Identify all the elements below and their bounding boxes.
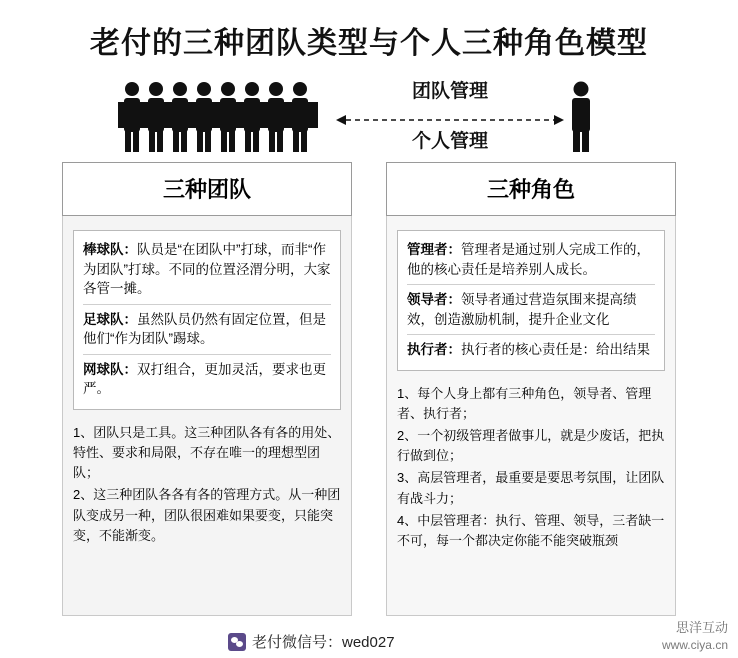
definition-item: [83, 305, 331, 355]
definition-text: 执行者的核心责任是：给出结果: [461, 342, 650, 358]
brand-site: www.ciya.cn: [661, 638, 728, 653]
brand-name: 思洋互动: [675, 620, 728, 636]
note-line: 2、一个初级管理者做事儿，就是少废话，把执行做到位；: [397, 428, 665, 464]
definition-text: 虽然队员仍然有固定位置，但是他们“作为团队”踢球。: [83, 311, 326, 347]
definition-item: [407, 335, 655, 361]
definition-text: 领导者通过营造氛围来提高绩效，创造激励机制，提升企业文化: [407, 292, 637, 327]
two-column-panels: [0, 162, 738, 632]
arrow-bottom-label: 个人管理: [411, 131, 488, 152]
definition-item: [407, 285, 655, 335]
note-line: 2、这三种团队各各有各的管理方式。从一种团队变成另一种，团队很困难如果要变，只能突变，不能渐变。: [73, 487, 341, 543]
arrow-line-icon: [336, 112, 564, 122]
wechat-label: 老付微信号：wed027: [252, 634, 395, 651]
note-line: 3、高层管理者，最重要是要思考氛围，让团队有战斗力；: [397, 470, 665, 506]
panel-three-roles: [386, 162, 676, 616]
definition-term: 管理者：: [407, 242, 461, 257]
right-definitions: [397, 230, 665, 371]
wechat-icon: [228, 633, 246, 651]
left-definitions: [73, 230, 341, 410]
brand-footer: [662, 619, 728, 654]
definition-term: 足球队：: [83, 311, 137, 327]
definition-text: 队员是“在团队中”打球，而非“作为团队”打球。不同的位置泾渭分明，大家各管一摊。: [83, 242, 331, 297]
definition-text: 管理者是通过别人完成工作的，他的核心责任是培养别人成长。: [407, 242, 650, 277]
panel-right-body: [386, 216, 676, 616]
definition-term: 网球队：: [83, 361, 137, 377]
panel-right-header: 三种角色: [386, 162, 676, 216]
definition-term: 领导者：: [407, 292, 461, 308]
right-notes: [397, 384, 665, 551]
single-person-icon: [566, 80, 596, 152]
definition-term: 执行者：: [407, 342, 461, 358]
diagram-top-row: [0, 76, 738, 156]
wechat-footer: [228, 631, 395, 652]
panel-left-header: 三种团队: [62, 162, 352, 216]
definition-item: [83, 355, 331, 400]
note-line: 4、中层管理者：执行、管理、领导，三者缺一不可，每一个都决定你能不能突破瓶颈: [397, 512, 665, 548]
note-line: 1、每个人身上都有三种角色，领导者、管理者、执行者；: [397, 385, 652, 421]
arrow-top-label: 团队管理: [411, 81, 488, 102]
group-of-people-icon: [118, 80, 324, 152]
definition-item: [407, 239, 655, 285]
note-line: 1、团队只是工具。这三种团队各有各的用处、特性、要求和局限，不存在唯一的理想型团队；: [73, 424, 341, 481]
definition-term: 棒球队：: [83, 242, 137, 257]
management-arrow: [330, 76, 570, 156]
panel-left-body: [62, 216, 352, 616]
panel-three-teams: [62, 162, 352, 616]
definition-item: [83, 239, 331, 305]
definition-text: 双打组合，更加灵活，要求也更严。: [83, 361, 326, 397]
page-title: 老付的三种团队类型与个人三种角色模型: [90, 27, 648, 60]
left-notes: [73, 423, 341, 546]
